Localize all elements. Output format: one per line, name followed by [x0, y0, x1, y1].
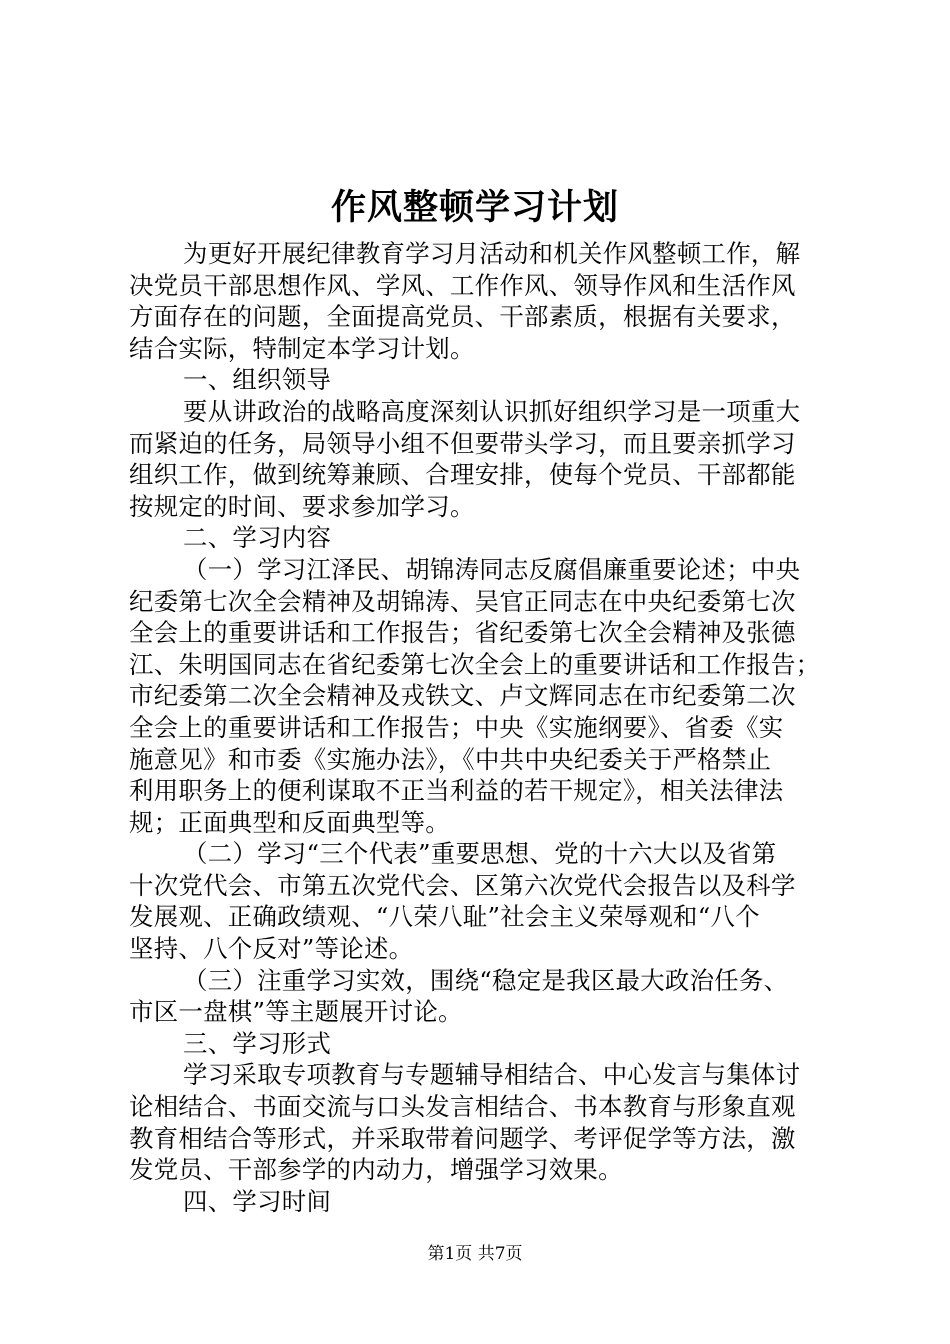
- body-line: 纪委第七次全会精神及胡锦涛、吴官正同志在中央纪委第七次: [129, 586, 796, 616]
- body-line: 要从讲政治的战略高度深刻认识抓好组织学习是一项重大: [183, 396, 801, 426]
- document-title: 作风整顿学习计划: [330, 187, 619, 228]
- body-line: 规；正面典型和反面典型等。: [129, 807, 450, 837]
- body-line: 市纪委第二次全会精神及戎铁文、卢文辉同志在市纪委第二次: [129, 681, 796, 711]
- body-line: 二、学习内容: [183, 523, 332, 553]
- body-line: 坚持、八个反对”等论述。: [129, 934, 414, 964]
- body-line: 学习采取专项教育与专题辅导相结合、中心发言与集体讨: [183, 1060, 801, 1090]
- body-line: 利用职务上的便利谋取不正当利益的若干规定》，相关法律法: [129, 776, 784, 806]
- body-line: 而紧迫的任务，局领导小组不但要带头学习，而且要亲抓学习: [129, 428, 796, 458]
- body-line: 一、组织领导: [183, 365, 332, 395]
- body-line: 决党员干部思想作风、学风、工作作风、领导作风和生活作风: [129, 270, 796, 300]
- body-line: 论相结合、书面交流与口头发言相结合、书本教育与形象直观: [129, 1092, 796, 1122]
- document-body: [129, 238, 825, 1217]
- body-line: 组织工作，做到统筹兼顾、合理安排，使每个党员、干部都能: [129, 460, 796, 490]
- body-line: （二）学习“三个代表”重要思想、党的十六大以及省第: [183, 839, 777, 869]
- body-line: （一）学习江泽民、胡锦涛同志反腐倡廉重要论述；中央: [183, 554, 801, 584]
- body-line: 施意见》和市委《实施办法》，《中共中央纪委关于严格禁止: [129, 744, 772, 774]
- body-line: 江、朱明国同志在省纪委第七次全会上的重要讲话和工作报告；: [129, 649, 821, 679]
- body-line: 按规定的时间、要求参加学习。: [129, 491, 475, 521]
- body-line: （三）注重学习实效，围绕“稳定是我区最大政治任务、: [183, 965, 789, 995]
- body-line: 十次党代会、市第五次党代会、区第六次党代会报告以及科学: [129, 870, 796, 900]
- body-line: 教育相结合等形式，并采取带着问题学、考评促学等方法，激: [129, 1123, 796, 1153]
- body-line: 发展观、正确政绩观、“八荣八耻”社会主义荣辱观和“八个: [129, 902, 760, 932]
- body-line: 发党员、干部参学的内动力，增强学习效果。: [129, 1155, 623, 1185]
- body-line: 四、学习时间: [183, 1186, 332, 1216]
- body-line: 为更好开展纪律教育学习月活动和机关作风整顿工作，解: [183, 239, 801, 268]
- body-line: 方面存在的问题，全面提高党员、干部素质，根据有关要求，: [129, 302, 796, 332]
- body-line: 全会上的重要讲话和工作报告；省纪委第七次全会精神及张德: [129, 618, 796, 648]
- body-line: 三、学习形式: [183, 1028, 332, 1058]
- page-footer: 第1页 共7页: [427, 1244, 523, 1264]
- body-line: 全会上的重要讲话和工作报告；中央《实施纲要》、省委《实: [129, 712, 784, 742]
- body-line: 结合实际，特制定本学习计划。: [129, 333, 475, 363]
- body-line: 市区一盘棋”等主题展开讨论。: [129, 997, 463, 1027]
